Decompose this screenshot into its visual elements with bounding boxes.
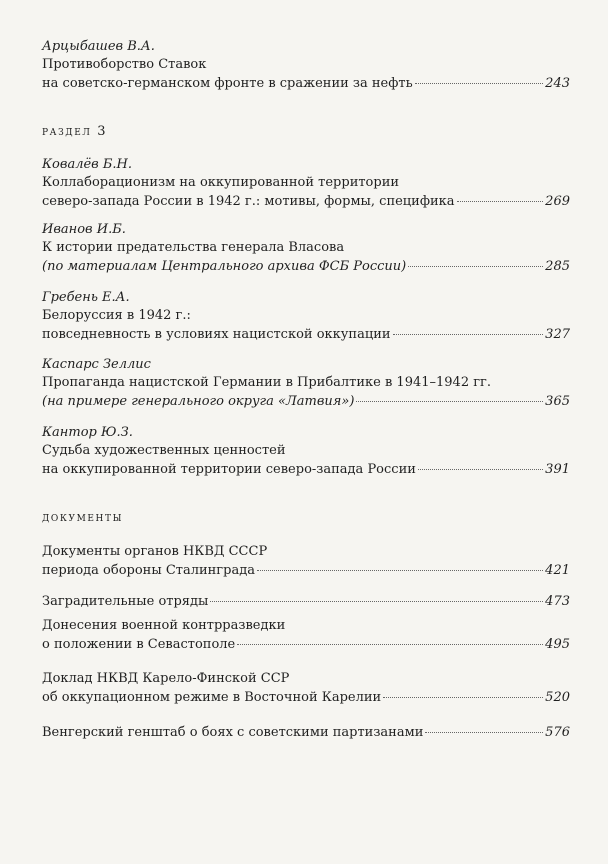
entry-last-line [42, 257, 570, 276]
entry-author: Ковалёв Б.Н. [42, 157, 133, 172]
entry-title-line: Донесения военной контрразведки [42, 618, 286, 633]
dot-leader [356, 401, 543, 402]
entry-title-end: (по материалам Центрального архива ФСБ России) [42, 259, 407, 274]
entry-page-number: 285 [545, 259, 570, 274]
entry-last-line [42, 74, 570, 93]
entry-title-end: Венгерский генштаб о боях с советскими партизанами [42, 725, 424, 740]
toc-entry [42, 38, 570, 93]
entry-page-number: 243 [545, 76, 570, 91]
entry-last-line [42, 561, 570, 580]
dot-leader [383, 697, 543, 698]
toc-entry [42, 156, 570, 211]
dot-leader [210, 601, 543, 602]
entry-last-line [42, 392, 570, 411]
toc-entry [42, 424, 570, 479]
entry-title-end: повседневность в условиях нацистской оккупации [42, 327, 391, 342]
entry-last-line [42, 635, 570, 654]
toc-entry [42, 592, 570, 611]
entry-title-line: Противоборство Ставок [42, 57, 207, 72]
entry-title-line: Документы органов НКВД СССР [42, 544, 268, 559]
entry-page-number: 269 [545, 194, 570, 209]
toc-entry [42, 221, 570, 276]
entry-page-number: 421 [545, 563, 570, 578]
entry-page-number: 391 [545, 462, 570, 477]
entry-author: Каспарс Зеллис [42, 357, 151, 372]
entry-page-number: 495 [545, 637, 570, 652]
entry-author: Арцыбашев В.А. [42, 39, 155, 54]
entry-page-number: 576 [545, 725, 570, 740]
entry-page-number: 327 [545, 327, 570, 342]
entry-title-end: северо-запада России в 1942 г.: мотивы, формы, специфика [42, 194, 455, 209]
entry-page-number: 365 [545, 394, 570, 409]
entry-page-number: 520 [545, 690, 570, 705]
entry-title-end: на оккупированной территории северо-запада России [42, 462, 416, 477]
section-heading: раздел 3 [42, 124, 108, 139]
entry-title-end: на советско-германском фронте в сражении за нефть [42, 76, 413, 91]
entry-last-line [42, 325, 570, 344]
entry-title-line: Доклад НКВД Карело-Финской ССР [42, 671, 290, 686]
entry-author: Гребень Е.А. [42, 290, 130, 305]
entry-page-number: 473 [545, 594, 570, 609]
entry-title-line: Белоруссия в 1942 г.: [42, 308, 191, 323]
dot-leader [408, 266, 543, 267]
dot-leader [415, 83, 543, 84]
toc-entry [42, 356, 570, 411]
entry-title-end: об оккупационном режиме в Восточной Карелии [42, 690, 382, 705]
dot-leader [393, 334, 544, 335]
dot-leader [425, 732, 543, 733]
toc-entry [42, 542, 570, 580]
entry-last-line [42, 460, 570, 479]
entry-last-line [42, 723, 570, 742]
entry-title-line: Судьба художественных ценностей [42, 443, 286, 458]
dot-leader [418, 469, 543, 470]
entry-title-line: Пропаганда нацистской Германии в Прибалтике в 1941–1942 гг. [42, 375, 491, 390]
entry-last-line [42, 592, 570, 611]
entry-last-line [42, 688, 570, 707]
dot-leader [237, 644, 543, 645]
section-heading: документы [42, 510, 124, 525]
toc-entry [42, 289, 570, 344]
toc-entry [42, 616, 570, 654]
entry-title-end: (на примере генерального округа «Латвия») [42, 394, 355, 409]
toc-entry [42, 723, 570, 742]
toc-entry [42, 669, 570, 707]
entry-title-line: К истории предательства генерала Власова [42, 240, 345, 255]
entry-title-end: Заградительные отряды [42, 594, 209, 609]
dot-leader [257, 570, 543, 571]
entry-last-line [42, 192, 570, 211]
entry-author: Кантор Ю.З. [42, 425, 133, 440]
entry-title-end: периода обороны Сталинграда [42, 563, 255, 578]
entry-title-line: Коллаборационизм на оккупированной территории [42, 175, 400, 190]
entry-author: Иванов И.Б. [42, 222, 126, 237]
dot-leader [457, 201, 544, 202]
entry-title-end: о положении в Севастополе [42, 637, 236, 652]
